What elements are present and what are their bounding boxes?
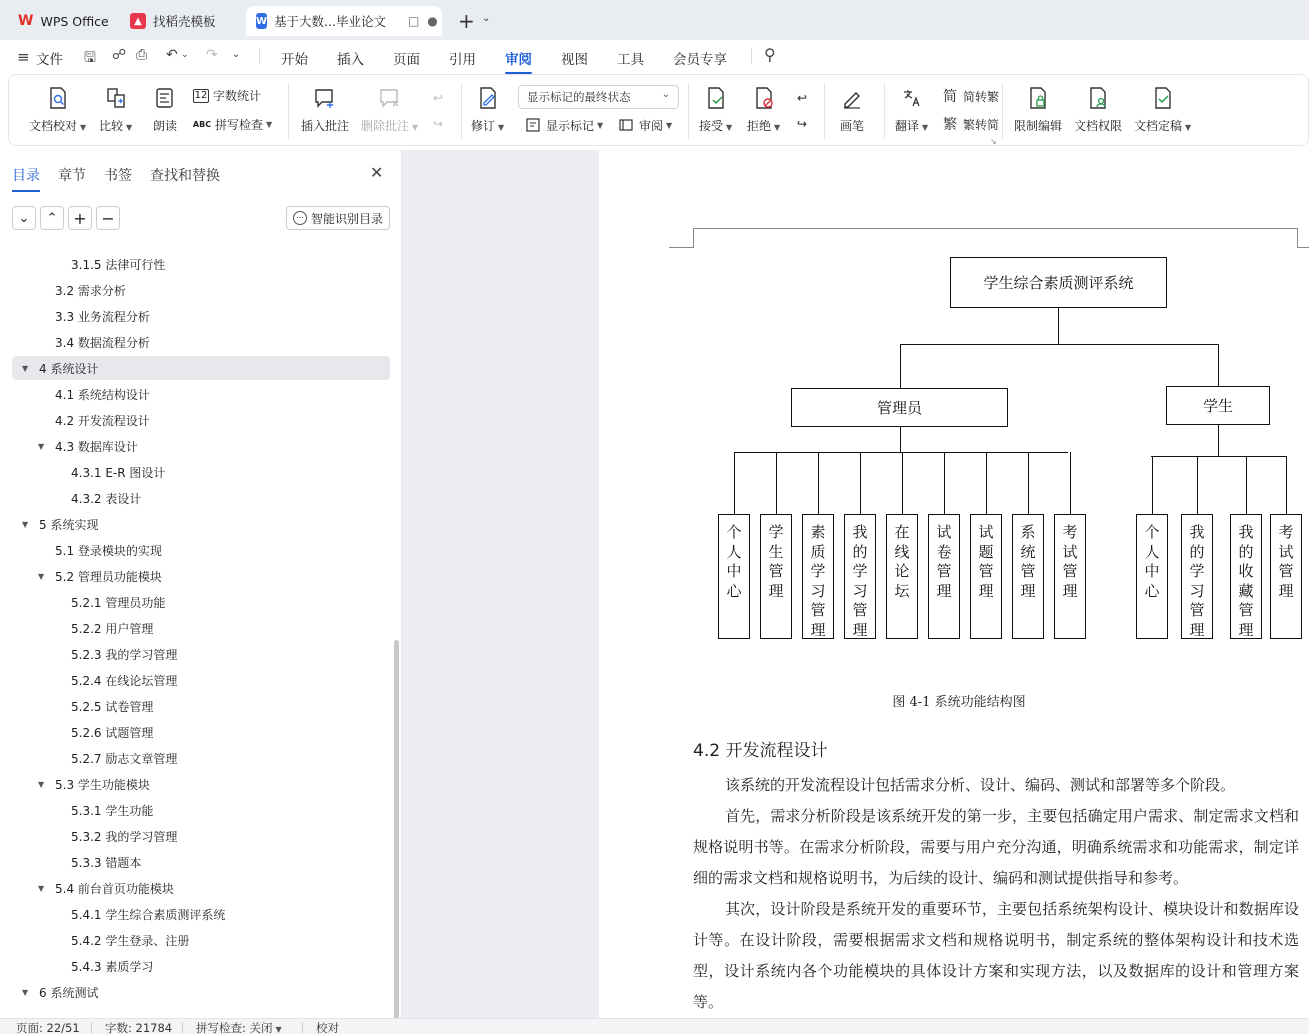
proofread-indicator[interactable]: 校对 [316, 1021, 339, 1034]
admin-leaf-node [718, 514, 750, 639]
expand-arrow-icon[interactable]: ▼ [22, 519, 29, 529]
track-changes-label: 修订 [471, 119, 496, 133]
toc-item[interactable] [12, 486, 390, 510]
review-pane-label: 审阅 [639, 118, 664, 133]
toc-item[interactable] [12, 798, 390, 822]
pen-label: 画笔 [839, 119, 864, 133]
close-icon[interactable]: ✕ [370, 163, 384, 182]
delete-comment-button[interactable]: 删除批注 ▼ [361, 85, 418, 134]
review-pane-icon [617, 116, 635, 134]
expand-arrow-icon[interactable]: ▼ [38, 883, 45, 893]
toc-item-label: 4.3.1 E-R 图设计 [71, 465, 166, 480]
leaf-node-label: 试 卷 管 理 [936, 523, 952, 600]
prev-change-icon: ↩ [796, 91, 808, 105]
translate-icon [899, 85, 925, 111]
leaf-node-label: 试 题 管 理 [978, 523, 994, 600]
track-changes-button[interactable]: 修订 ▼ [471, 85, 504, 134]
read-aloud-icon [152, 85, 178, 111]
toc-item[interactable] [12, 980, 390, 1004]
connector-line [900, 344, 901, 388]
traditional-char-icon: 繁 [943, 117, 957, 133]
markup-state-select[interactable] [518, 85, 679, 109]
translate-button[interactable]: 翻译 ▼ [895, 85, 928, 134]
leaf-node-label: 个 人 中 心 [726, 523, 742, 600]
chevron-up-icon: ⌃ [46, 210, 58, 226]
toc-item[interactable] [12, 382, 390, 406]
markup-state-value: 显示标记的最终状态 [527, 90, 631, 104]
leaf-node-label: 学 生 管 理 [768, 523, 784, 600]
diagram-admin-node [791, 388, 1008, 427]
tab-find-replace[interactable]: 查找和替换 [150, 168, 220, 184]
track-changes-icon [475, 85, 501, 111]
connector-line [776, 452, 777, 514]
toc-item-label: 5.4 前台首页功能模块 [55, 881, 174, 896]
restrict-edit-button[interactable] [1014, 85, 1062, 134]
translate-label: 翻译 [895, 119, 920, 133]
new-tab-icon[interactable]: + [458, 9, 475, 33]
toc-item[interactable] [12, 850, 390, 874]
tab-toc[interactable]: 目录 [12, 165, 40, 185]
prev-comment-icon: ↩ [432, 91, 444, 105]
admin-leaf-node [1054, 514, 1086, 639]
save-icon[interactable]: 🖫 [84, 50, 96, 66]
student-leaf-node [1181, 514, 1213, 639]
expand-arrow-icon[interactable]: ▼ [38, 571, 45, 581]
accept-label: 接受 [699, 119, 724, 133]
status-divider [91, 1022, 92, 1033]
expand-all-button[interactable] [68, 206, 92, 230]
leaf-node-label: 考 试 管 理 [1062, 523, 1078, 600]
word-count-icon: 12 [194, 90, 208, 101]
to-traditional-label: 简转繁 [963, 89, 1000, 104]
document-page[interactable] [599, 150, 1309, 1018]
diagram-student-node [1166, 386, 1270, 425]
toc-item-label: 5.2.7 励志文章管理 [71, 751, 178, 766]
tab-label: 基于大数...毕业论文 [274, 14, 386, 29]
compare-label: 比较 [99, 119, 124, 133]
connector-line [734, 452, 1068, 453]
review-ribbon [8, 74, 1309, 146]
toc-item-label: 5.2.3 我的学习管理 [71, 647, 178, 662]
word-count-button[interactable] [193, 87, 261, 104]
toc-item-label: 4.3.2 表设计 [71, 491, 142, 506]
reject-button[interactable]: 拒绝 ▼ [747, 85, 780, 134]
doc-permission-label: 文档权限 [1074, 119, 1123, 133]
toc-item[interactable] [12, 564, 390, 588]
chevron-down-icon: ⌄ [661, 89, 670, 100]
collapse-up-button[interactable] [40, 206, 64, 230]
page-indicator[interactable]: 页面: 22/51 [16, 1021, 80, 1034]
tab-docer-templates[interactable] [120, 6, 240, 36]
expand-arrow-icon[interactable]: ▼ [38, 779, 45, 789]
smart-toc-label: 智能识别目录 [310, 211, 383, 226]
collapse-down-button[interactable] [12, 206, 36, 230]
connector-line [902, 452, 903, 514]
connector-line [986, 452, 987, 514]
student-leaf-node [1270, 514, 1302, 639]
restrict-edit-icon [1025, 85, 1051, 111]
crop-mark [1297, 228, 1298, 248]
leaf-node-label: 在 线 论 坛 [894, 523, 910, 600]
next-change-icon: ↪ [796, 117, 808, 131]
toc-item-label: 5.2.1 管理员功能 [71, 595, 166, 610]
menu-review[interactable]: 审阅 [505, 48, 532, 68]
admin-leaf-node [886, 514, 918, 639]
doc-compare-button[interactable]: 文档校对 ▼ [29, 85, 86, 134]
connector-line [734, 452, 735, 514]
pen-button[interactable] [839, 85, 865, 134]
menu-divider [259, 48, 260, 64]
header-line [693, 228, 1297, 229]
insert-comment-button[interactable] [301, 85, 349, 134]
toc-item[interactable] [12, 512, 390, 536]
admin-leaf-node [760, 514, 792, 639]
docer-icon: ▲ [130, 13, 146, 29]
admin-leaf-node [970, 514, 1002, 639]
toc-item-label: 3.3 业务流程分析 [55, 309, 150, 324]
toc-item[interactable] [12, 460, 390, 484]
leaf-node-label: 我 的 学 习 管 理 [1189, 523, 1205, 639]
spell-check-icon: ABC [192, 119, 212, 129]
toc-item-label: 5.3 学生功能模块 [55, 777, 150, 792]
read-aloud-button[interactable] [152, 85, 178, 134]
toc-item-label: 5.4.3 素质学习 [71, 959, 154, 974]
unsaved-dot-icon: ● [427, 14, 438, 28]
expand-arrow-icon[interactable]: ▼ [22, 363, 29, 373]
undo-chevron-icon[interactable]: ⌄ [181, 50, 189, 60]
finalize-label: 文档定稿 [1134, 119, 1183, 133]
print-preview-icon[interactable]: ⎙ [136, 47, 148, 63]
crop-mark [1297, 247, 1309, 248]
show-markup-label: 显示标记 [546, 118, 595, 133]
doc-compare-label: 文档校对 [29, 119, 78, 133]
admin-label: 管理员 [876, 399, 922, 417]
connector-line [1218, 344, 1219, 387]
pen-icon [839, 85, 865, 111]
student-leaf-node [1136, 514, 1168, 639]
spell-status-label: 拼写检查: 关闭 [196, 1021, 273, 1034]
ribbon-separator [1002, 83, 1003, 139]
toc-item-label: 5.2.5 试卷管理 [71, 699, 154, 714]
toc-item-label: 5.2.6 试题管理 [71, 725, 154, 740]
insert-comment-label: 插入批注 [301, 119, 350, 133]
toc-list [0, 252, 402, 1018]
read-aloud-label: 朗读 [152, 119, 177, 133]
status-divider [182, 1022, 183, 1033]
tab-chapters[interactable]: 章节 [58, 168, 86, 184]
document-canvas [402, 150, 1309, 1018]
reject-label: 拒绝 [747, 119, 772, 133]
spell-check-label: 拼写检查 [215, 117, 264, 132]
review-pane-button[interactable]: 审阅 ▼ [617, 116, 672, 134]
to-simplified-label: 繁转简 [963, 117, 1000, 132]
connector-line [900, 344, 1219, 345]
menu-tools[interactable]: 工具 [617, 52, 644, 68]
accept-icon [703, 85, 729, 111]
next-change-button[interactable] [793, 115, 815, 133]
menu-references[interactable]: 引用 [449, 52, 476, 68]
plus-icon: + [73, 208, 87, 228]
toc-item-label: 4.1 系统结构设计 [55, 387, 150, 402]
connector-line [944, 452, 945, 514]
finalize-button[interactable]: 文档定稿 ▼ [1134, 85, 1191, 134]
toc-item[interactable] [12, 356, 390, 380]
ribbon-separator [824, 83, 825, 139]
admin-leaf-node [802, 514, 834, 639]
connector-line [818, 452, 819, 514]
admin-leaf-node [1012, 514, 1044, 639]
crop-mark [693, 228, 694, 248]
redo-icon[interactable]: ↷ [206, 47, 218, 63]
ribbon-separator [688, 83, 689, 139]
undo-icon[interactable]: ↶ [166, 47, 178, 63]
doc-permission-icon [1085, 85, 1111, 111]
finalize-icon [1150, 85, 1176, 111]
toc-item[interactable] [12, 590, 390, 614]
leaf-node-label: 我 的 收 藏 管 理 [1238, 523, 1254, 639]
toc-item[interactable] [12, 642, 390, 666]
toc-item[interactable] [12, 278, 390, 302]
next-comment-button[interactable] [429, 115, 451, 133]
toc-item[interactable] [12, 902, 390, 926]
menu-divider [751, 48, 752, 64]
spell-check-indicator[interactable]: 拼写检查: 关闭 ▼ [196, 1021, 282, 1034]
toc-item-label: 6 系统测试 [39, 985, 99, 1000]
crop-mark [669, 247, 694, 248]
restrict-edit-label: 限制编辑 [1014, 119, 1063, 133]
minus-icon: − [101, 208, 115, 228]
to-traditional-button[interactable] [941, 87, 999, 105]
window-restore-icon[interactable]: □ [407, 14, 420, 28]
toc-item-label: 5.4.2 学生登录、注册 [71, 933, 190, 948]
wps-logo-icon: W [18, 13, 34, 29]
toc-item-label: 5.2 管理员功能模块 [55, 569, 162, 584]
toc-item-label: 5.2.2 用户管理 [71, 621, 154, 636]
word-doc-icon [256, 13, 267, 29]
toc-item-label: 5 系统实现 [39, 517, 99, 532]
tab-list-chevron-icon[interactable]: ⌄ [482, 13, 491, 24]
menu-view[interactable]: 视图 [561, 52, 588, 68]
toc-item[interactable] [12, 954, 390, 978]
doc-check-icon [45, 85, 71, 111]
connector-line [900, 427, 901, 453]
admin-leaf-node [844, 514, 876, 639]
navigation-pane [0, 150, 402, 1018]
title-bar [0, 0, 1309, 40]
menu-file[interactable]: 文件 [36, 52, 63, 68]
tab-label: 找稻壳模板 [153, 14, 216, 29]
toc-item[interactable] [12, 876, 390, 900]
toc-item[interactable] [12, 304, 390, 328]
leaf-node-label: 素 质 学 习 管 理 [810, 523, 826, 639]
paragraph: 该系统的开发流程设计包括需求分析、设计、编码、测试和部署等多个阶段。 [725, 776, 1236, 794]
dialog-launcher-icon[interactable]: ↘ [990, 137, 997, 146]
connector-line [1028, 452, 1029, 514]
menu-page[interactable]: 页面 [393, 52, 420, 68]
prev-change-button[interactable] [793, 89, 815, 107]
spell-check-button[interactable]: ABC 拼写检查 ▼ [193, 115, 272, 133]
toc-item-label: 4.2 开发流程设计 [55, 413, 150, 428]
connector-line [1218, 425, 1219, 457]
root-label: 学生综合素质测评系统 [983, 274, 1134, 292]
connector-line [1246, 456, 1247, 514]
word-count-label: 字数统计 [213, 89, 262, 103]
toc-item[interactable] [12, 746, 390, 770]
figure-caption: 图 4-1 系统功能结构图 [892, 695, 1026, 710]
leaf-node-label: 考 试 管 理 [1278, 523, 1294, 600]
toc-item[interactable] [12, 694, 390, 718]
delete-comment-icon [377, 85, 403, 111]
paragraph: 其次，设计阶段是系统开发的重要环节，主要包括系统架构设计、模块设计和数据库设计等。在设计阶段，需要根据需求文档和规格说明书，制定系统的整体架构设计和技术选型，设计系统内各个功能模块的具体设计方案和实现方法，以及数据库的设计和管理方案等。 [693, 900, 1299, 1011]
status-bar [0, 1018, 1309, 1034]
smart-ai-icon: ⋯ [293, 211, 307, 225]
simplified-char-icon: 简 [943, 89, 957, 105]
ribbon-separator [288, 83, 289, 139]
student-leaf-node [1230, 514, 1262, 639]
toc-item-label: 3.4 数据流程分析 [55, 335, 150, 350]
ribbon-separator [461, 83, 462, 139]
next-comment-icon: ↪ [432, 117, 444, 131]
connector-line [860, 452, 861, 514]
toc-item-label: 4.3 数据库设计 [55, 439, 138, 454]
toc-item[interactable] [12, 720, 390, 744]
toc-item[interactable] [12, 538, 390, 562]
section-heading: 4.2 开发流程设计 [693, 741, 828, 761]
insert-comment-icon [312, 85, 338, 111]
admin-leaf-node [928, 514, 960, 639]
tab-thesis-document[interactable] [246, 6, 442, 36]
share-icon[interactable]: ☍ [112, 47, 127, 63]
compare-button[interactable]: 比较 ▼ [99, 85, 132, 134]
leaf-node-label: 个 人 中 心 [1144, 523, 1160, 600]
toc-item-label: 5.3.1 学生功能 [71, 803, 154, 818]
ribbon-separator [884, 83, 885, 139]
search-icon[interactable]: ⚲ [764, 45, 776, 64]
accept-button[interactable]: 接受 ▼ [699, 85, 732, 134]
connector-line [1070, 452, 1071, 514]
menu-home[interactable]: 开始 [281, 52, 308, 68]
toc-item[interactable] [12, 668, 390, 692]
status-divider [302, 1022, 303, 1033]
connector-line [1197, 456, 1198, 514]
toc-item[interactable] [12, 252, 390, 276]
toc-item-label: 5.2.4 在线论坛管理 [71, 673, 178, 688]
chevron-down-icon: ⌄ [18, 210, 30, 226]
expand-arrow-icon[interactable]: ▼ [38, 441, 45, 451]
toc-item[interactable] [12, 772, 390, 796]
paragraph: 首先，需求分析阶段是该系统开发的第一步，主要包括确定用户需求、制定需求文档和规格说明书等。在需求分析阶段，需要与用户充分沟通，明确系统需求和功能需求，制定详细的需求文档和规格说明书，为后续的设计、编码和测试提供指导和参考。 [693, 807, 1299, 887]
toc-item[interactable] [12, 616, 390, 640]
doc-badge: W [256, 15, 268, 27]
smart-toc-button[interactable] [286, 206, 390, 230]
tab-label: WPS Office [40, 13, 109, 29]
connector-line [1058, 308, 1059, 345]
prev-comment-button[interactable] [429, 89, 451, 107]
compare-icon [103, 85, 129, 111]
hamburger-icon[interactable]: ≡ [17, 48, 30, 66]
toc-item-label: 5.3.3 错题本 [71, 855, 142, 870]
connector-line [1286, 456, 1287, 514]
toc-item-label: 4 系统设计 [39, 361, 99, 376]
menu-insert[interactable]: 插入 [337, 52, 364, 68]
tab-wps-office[interactable] [8, 6, 116, 36]
diagram-root-node [950, 257, 1167, 308]
toc-item[interactable] [12, 928, 390, 952]
connector-line [1151, 456, 1286, 457]
connector-line [1152, 456, 1153, 514]
leaf-node-label: 我 的 学 习 管 理 [852, 523, 868, 639]
menu-bar [0, 40, 1309, 72]
toc-item-label: 5.4.1 学生综合素质测评系统 [71, 907, 226, 922]
show-markup-icon [524, 116, 542, 134]
student-label: 学生 [1202, 397, 1233, 415]
leaf-node-label: 系 统 管 理 [1020, 523, 1036, 600]
toc-item-label: 3.1.5 法律可行性 [71, 257, 166, 272]
toc-item[interactable] [12, 824, 390, 848]
doc-permission-button[interactable] [1074, 85, 1122, 134]
collapse-all-button[interactable] [96, 206, 120, 230]
toc-item[interactable] [12, 408, 390, 432]
tab-bookmarks[interactable]: 书签 [104, 168, 132, 184]
toc-item-label: 5.3.2 我的学习管理 [71, 829, 178, 844]
toc-item-label: 5.1 登录模块的实现 [55, 543, 162, 558]
toc-scrollbar[interactable] [394, 640, 399, 1034]
toc-item[interactable] [12, 330, 390, 354]
more-chevron-icon[interactable]: ⌄ [232, 49, 241, 60]
toc-item[interactable] [12, 434, 390, 458]
expand-arrow-icon[interactable]: ▼ [22, 987, 29, 997]
to-simplified-button[interactable] [941, 115, 999, 133]
menu-member[interactable]: 会员专享 [673, 52, 727, 68]
word-count-indicator[interactable]: 字数: 21784 [105, 1021, 173, 1034]
reject-icon [751, 85, 777, 111]
toc-item-label: 3.2 需求分析 [55, 283, 126, 298]
delete-comment-label: 删除批注 [361, 119, 410, 133]
show-markup-button[interactable]: 显示标记 ▼ [524, 116, 603, 134]
